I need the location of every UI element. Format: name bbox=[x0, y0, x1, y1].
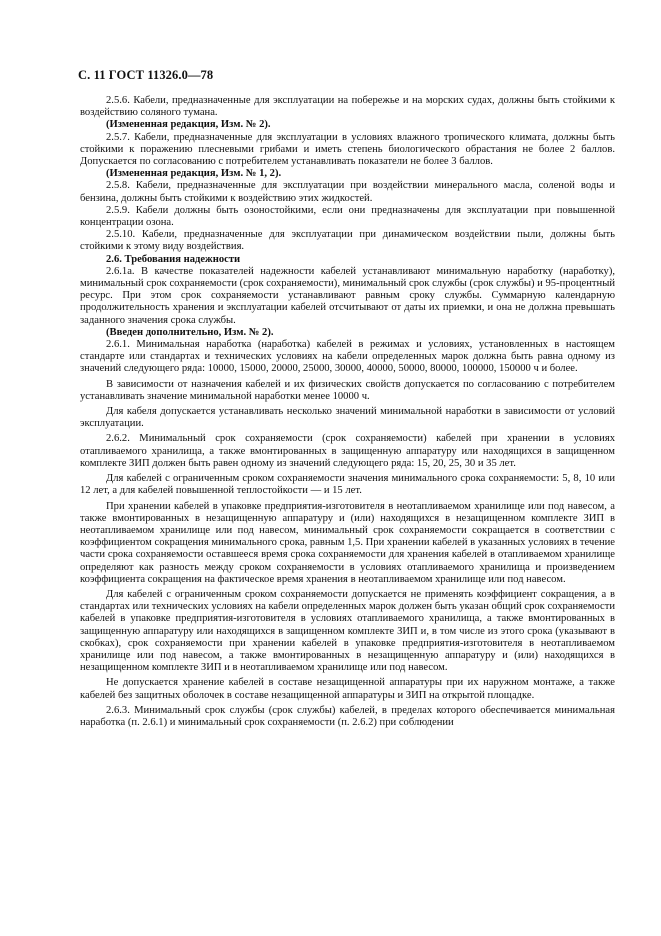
clause-2-6-3: 2.6.3. Минимальный срок службы (срок службы) кабелей, в пределах которого обеспечивается минимальная наработка (п. 2.6.1) и минимальный срок сохраняемости (п. 2.6.2) при соблюдении bbox=[80, 704, 615, 728]
document-body bbox=[80, 95, 615, 729]
clause-2-6-1: 2.6.1. Минимальная наработка (наработка) кабелей в режимах и условиях, установленных в настоящем стандарте или стандартах и технических условиях на кабели определенных марок должна быть равна одному из значений следующего ряда: 10000, 15000, 20000, 25000, 30000, 40000, 50000, 80000, 100000, 150000 ч и более. bbox=[80, 339, 615, 375]
edition-note: (Введен дополнительно, Изм. № 2). bbox=[106, 326, 274, 338]
paragraph: Для кабелей с ограниченным сроком сохраняемости значения минимального срока сохраняемости: 5, 8, 10 или 12 лет, а для кабелей повышенной теплостойкости — и 15 лет. bbox=[80, 473, 615, 497]
clause-2-5-10: 2.5.10. Кабели, предназначенные для эксплуатации при динамическом воздействии пыли, должны быть стойкими к этому виду воздействия. bbox=[80, 229, 615, 253]
clause-2-5-9: 2.5.9. Кабели должны быть озоностойкими, если они предназначены для эксплуатации при повышенной концентрации озона. bbox=[80, 204, 615, 229]
clause-2-6-1a: 2.6.1а. В качестве показателей надежности кабелей устанавливают минимальную наработку (наработку), минимальный срок сохраняемости (срок сохраняемости), минимальный срок службы (срок службы) и 95-процентный ресурс. При этом срок сохраняемости устанавливают равным сроку службы. Суммарную календарную продолжительность хранения и эксплуатации кабелей отсчитывают от даты их приемки, и она не должна превышать заданного значения срока службы. bbox=[80, 265, 616, 326]
edition-note: (Измененная редакция, Изм. № 1, 2). bbox=[106, 168, 282, 180]
paragraph: При хранении кабелей в упаковке предприятия-изготовителя в неотапливаемом хранилище или под навесом, а также вмонтированных в незащищенную аппаратуру и (или) находящихся в незащищенном комплекте ЗИП в неотапливаемом хранилище или под навесом, минимальный срок сохраняемости сокращается в соответствии с коэффициентом сокращения минимального срока, равным 1,5. При хранении кабелей в указанных условиях в течение части срока сохраняемости оставшееся время срока сохраняемости для хранения кабелей в отапливаемом хранилище определяют как разность между сроком сохраняемости в условиях отапливаемого хранилища и произведением коэффициента сокращения на фактическое время хранения в неотапливаемом хранилище или под навесом. bbox=[80, 500, 615, 585]
page-header: С. 11 ГОСТ 11326.0—78 bbox=[78, 68, 214, 82]
section-heading-2-6: 2.6. Требования надежности bbox=[106, 253, 241, 265]
clause-2-5-7: 2.5.7. Кабели, предназначенные для эксплуатации в условиях влажного тропического климата, должны быть стойкими к поражению плесневыми грибами и иметь степень биологического обрастания не более 2 баллов. Допускается по согласованию с потребителем устанавливать показатели не более 3 баллов. bbox=[80, 131, 615, 168]
clause-2-5-8: 2.5.8. Кабели, предназначенные для эксплуатации при воздействии минерального масла, соленой воды и бензина, должны быть стойкими к воздействию этих жидкостей. bbox=[80, 180, 615, 204]
paragraph: Для кабелей с ограниченным сроком сохраняемости допускается не применять коэффициент сокращения, а в стандартах или технических условиях на кабели определенных марок должен быть указан общий срок сохраняемости кабелей в упаковке предприятия-изготовителя в условиях отапливаемого хранилища, а также вмонтированных в защищенную аппаратуру или находящихся в защищенном комплекте ЗИП и, в том числе из этого срока (указывают в скобках), срок сохраняемости при хранении кабелей в упаковке предприятия-изготовителя в неотапливаемом хранилище или под навесом, а также вмонтированных в незащищенную аппаратуру и (или) находящихся в незащищенном комплекте ЗИП и в неотапливаемом хранилище или под навесом. bbox=[80, 588, 616, 674]
paragraph: В зависимости от назначения кабелей и их физических свойств допускается по согласованию с потребителем устанавливать значение минимальной наработки менее 10000 ч. bbox=[80, 378, 615, 402]
clause-2-6-2: 2.6.2. Минимальный срок сохраняемости (срок сохраняемости) кабелей при хранении в условиях отапливаемого хранилища, а также вмонтированных в защищенную аппаратуру или находящихся в защищенном комплекте ЗИП должен быть равен одному из значений следующего ряда: 15, 20, 25, 30 и 35 лет. bbox=[80, 433, 615, 469]
paragraph: Не допускается хранение кабелей в составе незащищенной аппаратуры при их наружном монтаже, а также кабелей без защитных оболочек в составе незащищенной аппаратуры и ЗИП на открытой площадке. bbox=[80, 677, 615, 701]
paragraph: Для кабеля допускается устанавливать несколько значений минимальной наработки в зависимости от условий эксплуатации. bbox=[80, 406, 615, 430]
clause-2-5-6: 2.5.6. Кабели, предназначенные для эксплуатации на побережье и на морских судах, должны быть стойкими к воздействию соляного тумана. bbox=[80, 95, 615, 119]
edition-note: (Измененная редакция, Изм. № 2). bbox=[106, 119, 271, 131]
